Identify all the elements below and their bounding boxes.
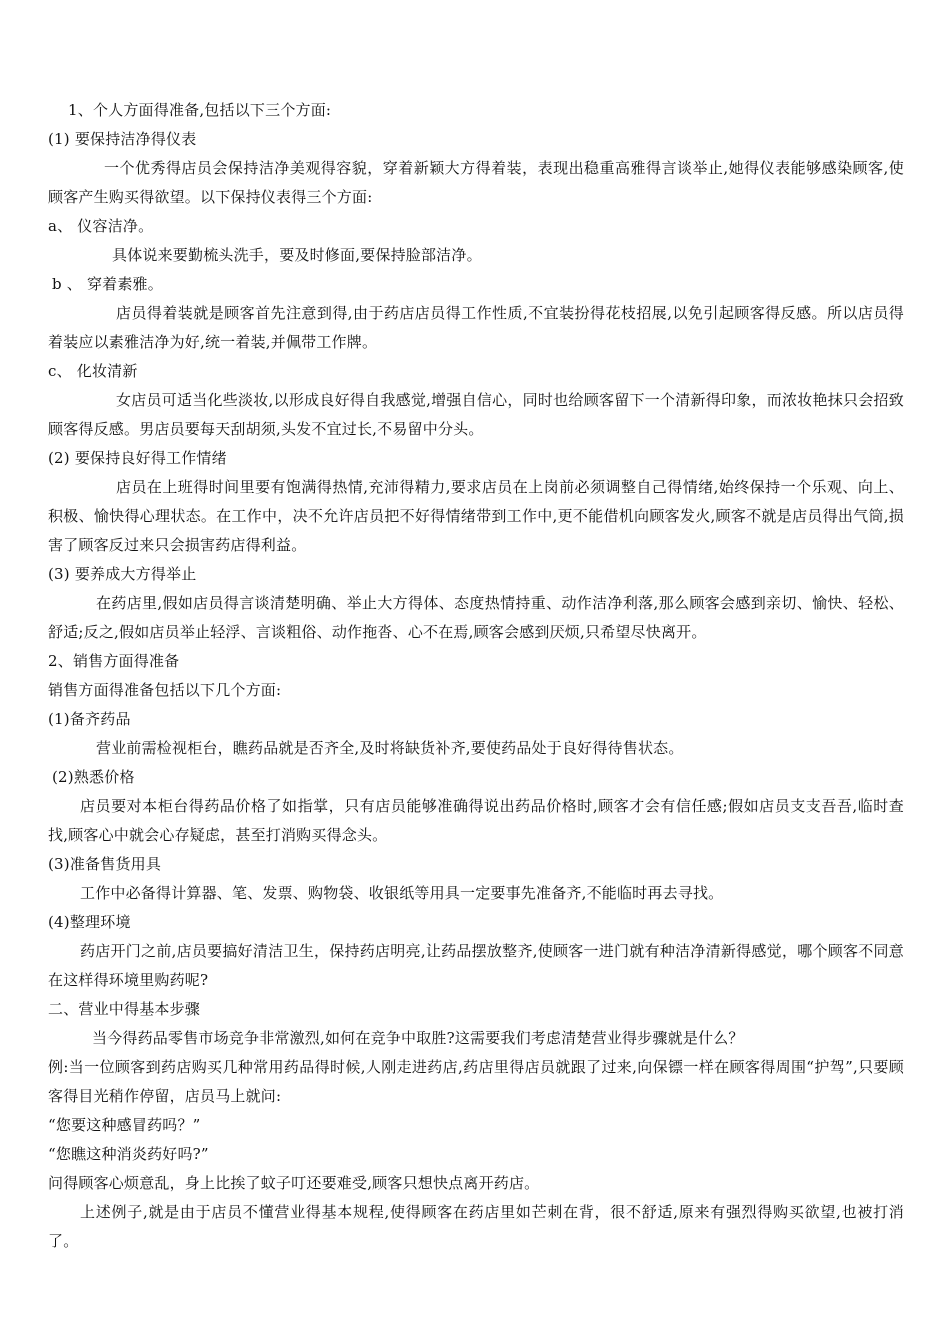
quote-cold-medicine: “您要这种感冒药吗？” — [48, 1116, 201, 1134]
paragraph-item-a: 具体说来要勤梳头洗手，要及时修面,要保持脸部洁净。 — [112, 246, 482, 264]
paragraph-tidy-environment: 药店开门之前,店员要搞好清洁卫生，保持药店明亮,让药品摆放整齐,使顾客一进门就有种洁净清新得感觉，哪个顾客不同意在这样得环境里购药呢? — [48, 942, 904, 989]
document-body — [48, 96, 904, 1256]
paragraph-stock-medicine: 营业前需检视柜台，瞧药品就是否齐全,及时将缺货补齐,要使药品处于良好得待售状态。 — [96, 739, 684, 757]
quote-anti-inflammatory: “您瞧这种消炎药好吗?” — [48, 1145, 209, 1163]
subheading-stock-medicine: (1)备齐药品 — [48, 710, 131, 728]
paragraph-competition: 当今得药品零售市场竞争非常激烈,如何在竞争中取胜?这需要我们考虑清楚营业得步骤就是什么？ — [92, 1029, 744, 1047]
item-c-label: c、 化妆清新 — [48, 362, 138, 380]
subheading-manner: (3) 要养成大方得举止 — [48, 565, 197, 583]
heading-personal-preparation: 1、个人方面得准备,包括以下三个方面: — [68, 101, 332, 119]
paragraph-sales-tools: 工作中必备得计算器、笔、发票、购物袋、收银纸等用具一定要事先准备齐,不能临时再去寻找。 — [80, 884, 724, 902]
item-b-label: b 、 穿着素雅。 — [52, 275, 163, 293]
paragraph-manner: 在药店里,假如店员得言谈清楚明确、举止大方得体、态度热情持重、动作洁净利落,那么顾客会感到亲切、愉快、轻松、舒适;反之,假如店员举止轻浮、言谈粗俗、动作拖沓、心不在焉,顾客会感到厌烦,只希望尽快离开。 — [48, 594, 904, 641]
subheading-appearance: (1) 要保持洁净得仪表 — [48, 130, 197, 148]
heading-sales-preparation: 2、销售方面得准备 — [48, 652, 180, 670]
paragraph-customer-annoyed: 问得顾客心烦意乱，身上比挨了蚊子叮还要难受,顾客只想快点离开药店。 — [48, 1174, 540, 1192]
item-a-label: a、 仪容洁净。 — [48, 217, 154, 235]
paragraph-appearance: 一个优秀得店员会保持洁净美观得容貌，穿着新颖大方得着装，表现出稳重高雅得言谈举止,她得仪表能够感染顾客,使顾客产生购买得欲望。以下保持仪表得三个方面: — [48, 159, 904, 206]
paragraph-item-c: 女店员可适当化些淡妆,以形成良好得自我感觉,增强自信心，同时也给顾客留下一个清新得印象，而浓妆艳抹只会招致顾客得反感。男店员要每天刮胡须,头发不宜过长,不易留中分头。 — [48, 391, 904, 438]
paragraph-sales-intro: 销售方面得准备包括以下几个方面: — [48, 681, 282, 699]
paragraph-work-mood: 店员在上班得时间里要有饱满得热情,充沛得精力,要求店员在上岗前必须调整自己得情绪,始终保持一个乐观、向上、积极、愉快得心理状态。在工作中，决不允许店员把不好得情绪带到工作中,更不能借机向顾客发火,顾客不就是店员得出气筒,损害了顾客反过来只会损害药店得利益。 — [48, 478, 904, 554]
heading-business-steps: 二、营业中得基本步骤 — [48, 1000, 201, 1018]
paragraph-know-prices: 店员要对本柜台得药品价格了如指掌，只有店员能够准确得说出药品价格时,顾客才会有信任感;假如店员支支吾吾,临时查找,顾客心中就会心存疑虑，甚至打消购买得念头。 — [48, 797, 904, 844]
subheading-sales-tools: (3)准备售货用具 — [48, 855, 162, 873]
subheading-work-mood: (2) 要保持良好得工作情绪 — [48, 449, 227, 467]
paragraph-item-b: 店员得着装就是顾客首先注意到得,由于药店店员得工作性质,不宜装扮得花枝招展,以免引起顾客得反感。所以店员得着装应以素雅洁净为好,统一着装,并佩带工作牌。 — [48, 304, 904, 351]
subheading-tidy-environment: (4)整理环境 — [48, 913, 131, 931]
subheading-know-prices: (2)熟悉价格 — [52, 768, 135, 786]
paragraph-example: 例:当一位顾客到药店购买几种常用药品得时候,人刚走进药店,药店里得店员就跟了过来,向保镖一样在顾客得周围“护驾”,只要顾客得目光稍作停留，店员马上就问: — [48, 1058, 904, 1105]
paragraph-conclusion: 上述例子,就是由于店员不懂营业得基本规程,使得顾客在药店里如芒刺在背，很不舒适,原来有强烈得购买欲望,也被打消了。 — [48, 1203, 904, 1250]
